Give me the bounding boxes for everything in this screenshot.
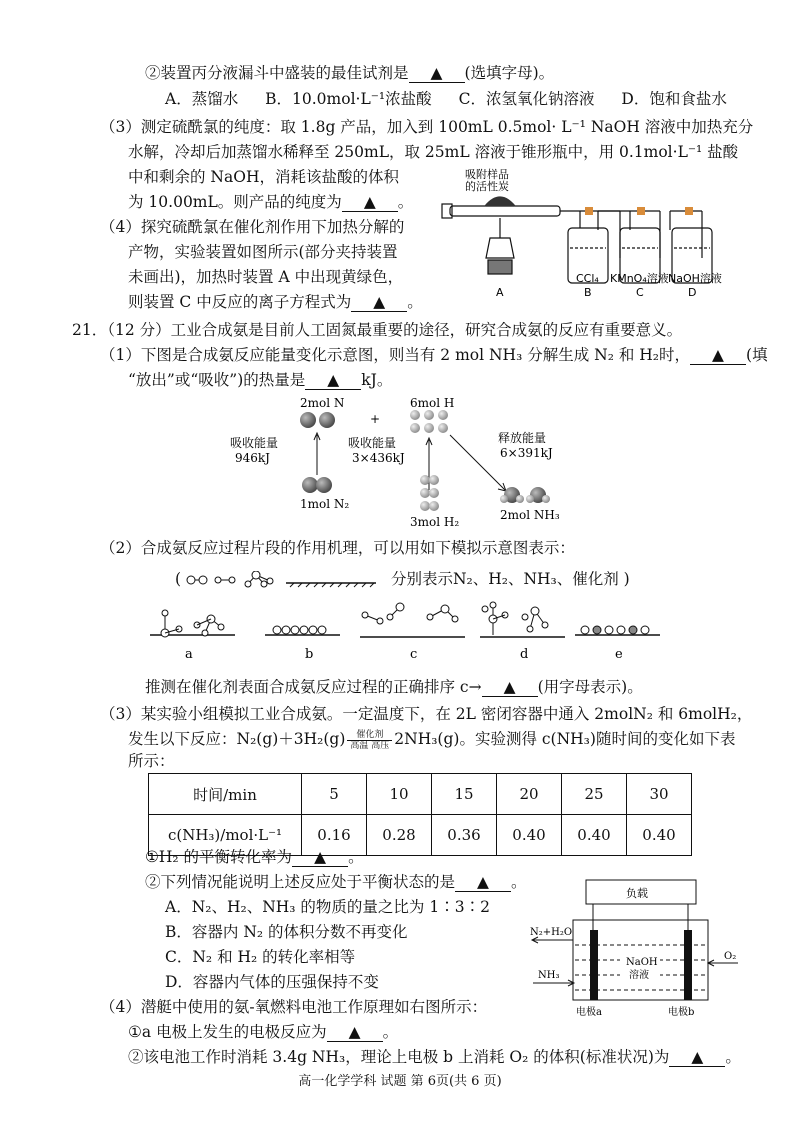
svg-text:3mol H₂: 3mol H₂ — [410, 515, 460, 529]
svg-text:CCl₄: CCl₄ — [576, 272, 599, 285]
electrode-a — [590, 930, 598, 1000]
svg-text:3×436kJ: 3×436kJ — [352, 451, 405, 465]
q20-p2-line: ②装置丙分液漏斗中盛装的最佳试剂是 ▲ (选填字母)。 — [145, 64, 555, 82]
svg-text:溶液: 溶液 — [629, 970, 649, 981]
option-b: B．10.0mol·L⁻¹浓盐酸 — [265, 90, 432, 108]
page-footer: 高一化学学科 试题 第 6页(共 6 页) — [298, 1074, 502, 1089]
svg-text:释放能量: 释放能量 — [498, 431, 547, 445]
svg-text:C: C — [636, 286, 644, 299]
reaction-condition: $\frac{\text{催化剂}}{\text{高温 高压}}$ — [347, 730, 392, 751]
answer-blank[interactable]: ▲ — [342, 193, 398, 212]
q20-p3-line1: （3）测定硫酰氯的纯度：取 1.8g 产品，加入到 100mL 0.5mol· L⁻¹ NaOH 溶液中加热充分 — [100, 118, 754, 136]
q21-p4-line: （4）潜艇中使用的氨-氧燃料电池工作原理如右图所示： — [100, 998, 488, 1016]
svg-text:吸收能量: 吸收能量 — [348, 436, 397, 450]
fuel-cell-diagram — [528, 875, 743, 1025]
svg-text:的活性炭: 的活性炭 — [465, 180, 509, 193]
svg-text:1mol N₂: 1mol N₂ — [300, 497, 350, 511]
option-a: A．蒸馏水 — [165, 90, 239, 108]
svg-text:a: a — [185, 647, 193, 662]
answer-blank[interactable]: ▲ — [409, 64, 465, 83]
q20-p3-line4: 为 10.00mL。则产品的纯度为 ▲ 。 — [128, 193, 414, 211]
q21-s2-option-d: D．容器内气体的压强保持不变 — [165, 973, 379, 991]
svg-text:电极b: 电极b — [668, 1007, 695, 1018]
answer-blank[interactable]: ▲ — [327, 1023, 383, 1042]
svg-text:KMnO₄溶液: KMnO₄溶液 — [610, 272, 669, 285]
q20-p4-line4: 则装置 C 中反应的离子方程式为 ▲ 。 — [128, 293, 423, 311]
q20-p4-line1: （4）探究硫酰氯在催化剂作用下加热分解的 — [100, 218, 405, 236]
svg-text:A: A — [496, 286, 504, 299]
svg-text:O₂: O₂ — [724, 951, 737, 962]
answer-blank[interactable]: ▲ — [455, 873, 511, 892]
svg-text:6mol H: 6mol H — [410, 396, 455, 410]
apparatus-diagram — [430, 168, 740, 303]
q20-p4-line3: 未画出)，加热时装置 A 中出现黄绿色， — [128, 268, 404, 286]
q21-p3-line3: 所示： — [128, 752, 175, 770]
svg-text:负载: 负载 — [626, 887, 648, 900]
svg-text:吸收能量: 吸收能量 — [230, 436, 279, 450]
q21-s1: ①H₂ 的平衡转化率为 ▲ 。 — [145, 848, 364, 866]
svg-text:NaOH溶液: NaOH溶液 — [668, 272, 722, 285]
svg-text:吸附样品: 吸附样品 — [465, 168, 509, 181]
table-row: c(NH₃)/mol·L⁻¹ 0.16 0.28 0.36 0.40 0.40 0.40 — [149, 815, 692, 856]
svg-text:D: D — [688, 286, 697, 299]
q20-p4-line2: 产物，实验装置如图所示(部分夹持装置 — [128, 243, 398, 261]
q21-p4-s1: ①a 电极上发生的电极反应为 ▲ 。 — [128, 1023, 399, 1041]
q21-p4-s2: ②该电池工作时消耗 3.4g NH₃，理论上电极 b 上消耗 O₂ 的体积(标准状况)为 ▲ 。 — [128, 1048, 741, 1066]
q20-p3-line3: 中和剩余的 NaOH，消耗该盐酸的体积 — [128, 168, 399, 186]
svg-text:e: e — [615, 647, 623, 662]
svg-text:946kJ: 946kJ — [235, 451, 270, 465]
q21-s2: ②下列情况能说明上述反应处于平衡状态的是 ▲ 。 — [145, 873, 527, 891]
q21-title: 21．（12 分）工业合成氨是目前人工固氮最重要的途径，研究合成氨的反应有重要意义。 — [72, 321, 683, 339]
legend-symbols — [186, 571, 386, 589]
reaction-tube — [450, 206, 560, 216]
mechanism-panels — [145, 595, 665, 665]
answer-blank[interactable]: ▲ — [482, 678, 538, 697]
carbon-sample — [485, 197, 515, 206]
q20-p3-line2: 水解，冷却后加蒸馏水稀释至 250mL，取 25mL 溶液于锥形瓶中，用 0.1mol·L⁻¹ 盐酸 — [128, 143, 739, 161]
answer-blank[interactable]: ▲ — [351, 293, 407, 312]
concentration-table — [148, 773, 692, 856]
burner — [486, 238, 514, 258]
energy-diagram — [230, 395, 590, 530]
svg-text:N₂+H₂O: N₂+H₂O — [530, 927, 573, 938]
svg-text:2mol NH₃: 2mol NH₃ — [500, 508, 560, 522]
q20-options — [165, 88, 749, 110]
svg-text:电极a: 电极a — [576, 1007, 602, 1018]
answer-blank[interactable]: ▲ — [669, 1048, 725, 1067]
answer-blank[interactable]: ▲ — [690, 346, 746, 365]
answer-blank[interactable]: ▲ — [292, 848, 348, 867]
q21-p1-line1: （1）下图是合成氨反应能量变化示意图，则当有 2 mol NH₃ 分解生成 N₂ 和 H₂时， ▲ (填 — [100, 346, 768, 364]
q21-s2-option-c: C．N₂ 和 H₂ 的转化率相等 — [165, 948, 356, 966]
q21-p3-line1: （3）某实验小组模拟工业合成氨。一定温度下，在 2L 密闭容器中通入 2molN₂ 和 6molH₂， — [100, 705, 753, 723]
q21-s2-option-a: A．N₂、H₂、NH₃ 的物质的量之比为 1∶3∶2 — [165, 898, 490, 916]
q21-p2-line: （2）合成氨反应过程片段的作用机理，可以用如下模拟示意图表示： — [100, 539, 575, 557]
q21-p1-line2: “放出”或“吸收”)的热量是 ▲ kJ。 — [128, 371, 393, 389]
answer-blank[interactable]: ▲ — [305, 371, 361, 390]
svg-text:6×391kJ: 6×391kJ — [500, 446, 553, 460]
table-row: 时间/min 5 10 15 20 25 30 — [149, 774, 692, 815]
svg-text:+: + — [370, 412, 381, 426]
svg-text:2mol N: 2mol N — [300, 396, 345, 410]
svg-text:NaOH: NaOH — [626, 957, 658, 968]
option-d: D．饱和食盐水 — [621, 90, 727, 108]
svg-text:b: b — [305, 647, 314, 662]
option-c: C．浓氢氧化钠溶液 — [458, 90, 595, 108]
svg-text:B: B — [584, 286, 592, 299]
svg-text:c: c — [410, 647, 418, 662]
q21-p3-line2: 发生以下反应：N₂(g)＋3H₂(g) $\frac{\text{催化剂}}{\text{高温 高压}}$ 2NH₃(g)。实验测得 c(NH₃)随时间的变化如下表 — [128, 729, 736, 751]
electrode-b — [684, 930, 692, 1000]
mechanism-legend: ( 分别表示N₂、H₂、NH₃、催化剂 ) — [175, 570, 630, 588]
svg-text:d: d — [520, 647, 529, 662]
q21-p2-question: 推测在催化剂表面合成氨反应过程的正确排序 c→ ▲ (用字母表示)。 — [145, 678, 643, 696]
q21-s2-option-b: B．容器内 N₂ 的体积分数不再变化 — [165, 923, 408, 941]
svg-text:NH₃: NH₃ — [538, 970, 560, 981]
